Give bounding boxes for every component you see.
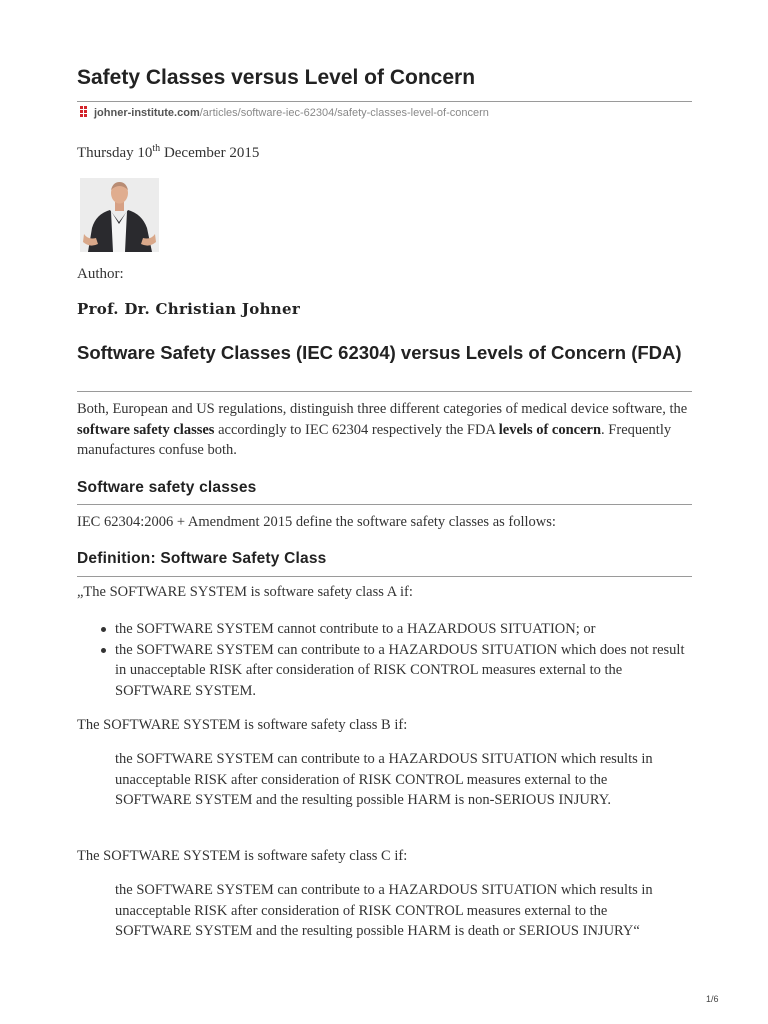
bullet-icon: [101, 648, 106, 653]
date-ordinal: th: [152, 143, 161, 154]
source-url[interactable]: [80, 106, 489, 119]
section-heading-safety-classes: Software safety classes: [77, 479, 257, 496]
list-item: [77, 640, 697, 702]
section-divider-2: [77, 576, 692, 577]
class-c-intro: The SOFTWARE SYSTEM is software safety class C if:: [77, 848, 408, 864]
intro-text-3: . Frequently manufactures confuse both.: [77, 421, 672, 458]
class-c-definition: the SOFTWARE SYSTEM can contribute to a HAZARDOUS SITUATION which results in unacceptable RISK after consideration of RISK CONTROL measures external to the SOFTWARE SYSTEM and the resulting possible HARM is death or SERIOUS INJURY“: [115, 882, 653, 939]
class-a-intro: „The SOFTWARE SYSTEM is software safety class A if:: [77, 584, 413, 600]
section-divider-1: [77, 504, 692, 505]
johner-logo-icon: [80, 106, 88, 118]
page-title: Safety Classes versus Level of Concern: [77, 66, 476, 89]
section-intro-text: IEC 62304:2006 + Amendment 2015 define the software safety classes as follows:: [77, 514, 556, 530]
heading-divider: [77, 391, 692, 392]
list-item-text: the SOFTWARE SYSTEM cannot contribute to a HAZARDOUS SITUATION; or: [115, 621, 596, 637]
page-number: 1/6: [706, 994, 719, 1004]
class-a-list: [77, 619, 697, 701]
author-portrait-icon: [80, 178, 159, 252]
author-photo: [80, 178, 159, 252]
class-b-intro: The SOFTWARE SYSTEM is software safety class B if:: [77, 717, 408, 733]
publish-date: [77, 143, 259, 162]
bullet-icon: [101, 627, 106, 632]
date-month-year: December 2015: [160, 145, 260, 161]
article-heading: Software Safety Classes (IEC 62304) versus Levels of Concern (FDA): [77, 342, 682, 363]
intro-paragraph: [77, 399, 697, 461]
section-heading-definition: Definition: Software Safety Class: [77, 550, 327, 567]
intro-term-safety-classes: software safety classes: [77, 421, 215, 438]
date-day: Thursday 10: [77, 145, 153, 161]
title-divider: [77, 101, 692, 102]
class-b-definition: the SOFTWARE SYSTEM can contribute to a HAZARDOUS SITUATION which results in unacceptable RISK after consideration of RISK CONTROL measures external to the SOFTWARE SYSTEM and the resulting possible HARM is non-SERIOUS INJURY.: [115, 751, 653, 808]
url-domain: johner-institute.com: [94, 107, 200, 119]
author-name: Prof. Dr. Christian Johner: [77, 300, 301, 318]
author-label: Author:: [77, 266, 124, 282]
intro-term-levels-of-concern: levels of concern: [498, 421, 602, 438]
list-item: [77, 619, 697, 640]
url-path: /articles/software-iec-62304/safety-classes-level-of-concern: [199, 107, 489, 119]
list-item-text: the SOFTWARE SYSTEM can contribute to a HAZARDOUS SITUATION which does not result in unacceptable RISK after consideration of RISK CONTROL measures external to the SOFTWARE SYSTEM.: [115, 641, 685, 699]
intro-text-1: Both, European and US regulations, distinguish three different categories of medical device software, the: [77, 401, 688, 417]
intro-text-2: accordingly to IEC 62304 respectively the FDA: [214, 421, 499, 438]
